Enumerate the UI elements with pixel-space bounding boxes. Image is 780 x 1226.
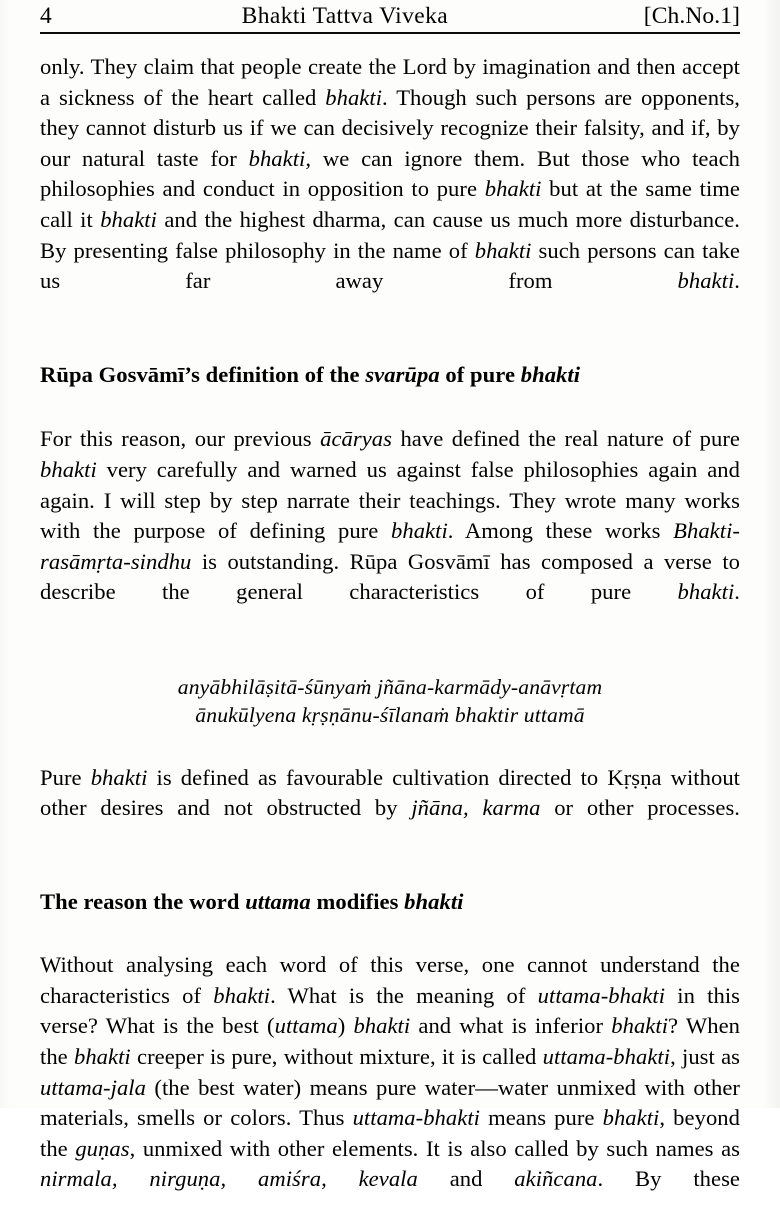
spacer	[40, 854, 740, 887]
paragraph-opening: only. They claim that people create the Lord by imagination and then accept a sickness of the heart called bhakti. Though such persons are opponents, they cannot disturb us if we can decisively recognize their falsity, and if, by our natural taste for bhakti, we can ignore them. But those who teach philosophies and conduct in opposition to pure bhakti but at the same time call it bhakti and the highest dharma, can cause us much more disturbance. By presenting false philosophy in the name of bhakti such persons can take us far away from bhakti.	[40, 54, 741, 294]
section-heading-rupa-gosvami-definition: Rūpa Gosvāmī’s definition of the svarūpa of pure bhakti	[40, 362, 581, 388]
verse-line-2: ānukūlyena kṛṣṇānu-śīlanaṁ bhaktir uttamā	[195, 703, 585, 727]
text-column	[40, 52, 740, 1226]
chapter-reference: [Ch.No.1]	[643, 3, 740, 29]
spacer	[40, 390, 740, 424]
spacer	[40, 327, 740, 360]
verse-line-1: anyābhilāṣitā-śūnyaṁ jñāna-karmādy-anāvṛtam	[177, 674, 603, 699]
spacer	[40, 730, 740, 763]
paragraph-uttama-analysis: Without analysing each word of this verse, one cannot understand the characteristics of bhakti. What is the meaning of uttama-bhakti in this verse? What is the best (uttama) bhakti and what is inferior bhakti? When the bhakti creeper is pure, without mixture, it is called uttama-bhakti, just as uttama-jala (the best water) means pure water—water unmixed with other materials, smells or colors. Thus uttama-bhakti means pure bhakti, beyond the guṇas, unmixed with other elements. It is also called by such names as nirmala, nirguṇa, amiśra, kevala and akiñcana. By these	[40, 952, 741, 1192]
header-rule	[40, 32, 740, 34]
spacer	[40, 639, 740, 673]
book-title: Bhakti Tattva Viveka	[241, 3, 449, 29]
sanskrit-verse	[40, 673, 740, 730]
running-head	[40, 2, 740, 32]
spacer	[40, 917, 740, 950]
section-heading-uttama-modifies-bhakti: The reason the word uttama modifies bhakti	[40, 889, 464, 915]
paragraph-verse-translation: Pure bhakti is defined as favourable cultivation directed to Kṛṣṇa without other desires and not obstructed by jñāna, karma or other processes.	[40, 764, 740, 821]
page-number: 4	[40, 3, 52, 29]
paragraph-acaryas-defined: For this reason, our previous ācāryas have defined the real nature of pure bhakti very carefully and warned us against false philosophies again and again. I will step by step narrate their teachings. They wrote many works with the purpose of defining pure bhakti. Among these works Bhakti-rasāmṛta-sindhu is outstanding. Rūpa Gosvāmī has composed a verse to describe the general characteristics of pure bhakti.	[40, 426, 740, 605]
